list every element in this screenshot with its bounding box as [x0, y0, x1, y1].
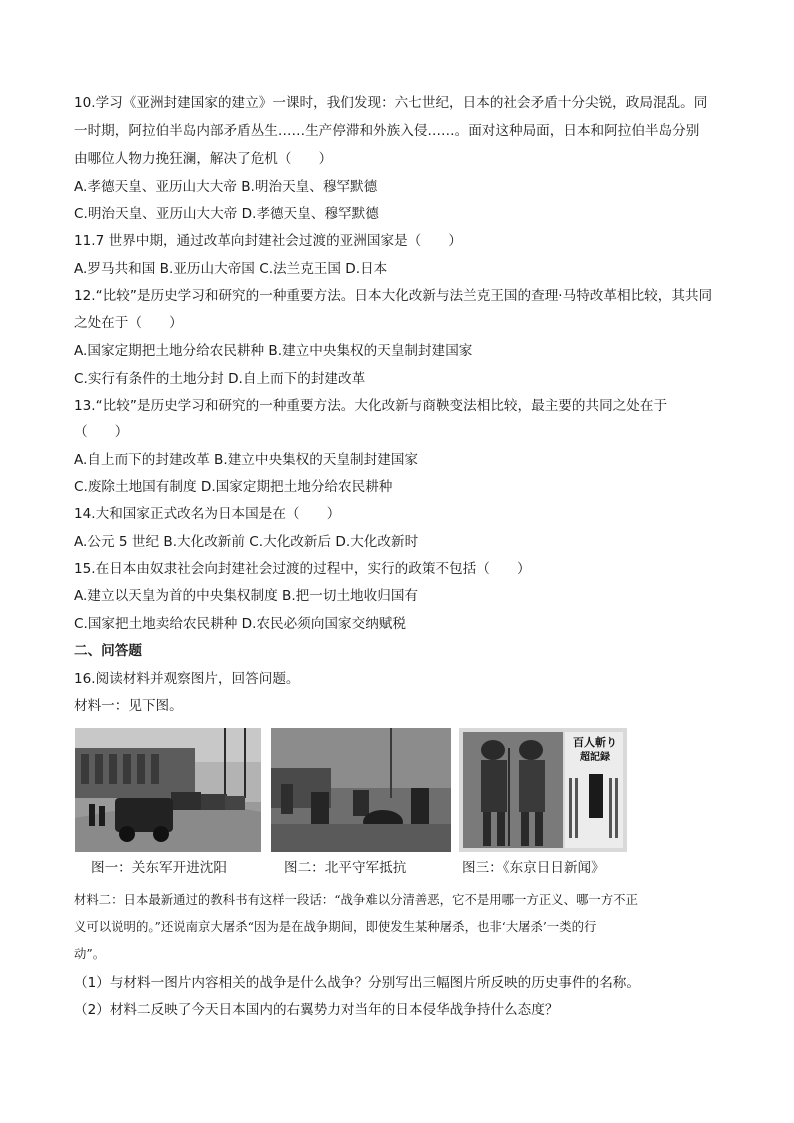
photo-peiping-garrison-resisting	[271, 728, 451, 852]
q13-options-line-1: A.自上而下的封建改革 B.建立中央集权的天皇制封建国家	[74, 452, 419, 468]
street-scene-image	[75, 728, 261, 852]
newspaper-headline-1: 百人斬り	[573, 736, 617, 749]
q13-stem-line-2: （ ）	[74, 424, 129, 440]
q16-subquestion-2: （2）材料二反映了今天日本国内的右翼势力对当年的日本侵华战争持什么态度？	[74, 1002, 559, 1018]
q12-stem-line-1: 12.“比较”是历史学习和研究的一种重要方法。日本大化改新与法兰克王国的查理·马特改革相比较，其共同	[74, 288, 713, 304]
q14-stem: 14.大和国家正式改名为日本国是在（ ）	[74, 506, 341, 522]
material-2-line-1: 材料二：日本最新通过的教科书有这样一段话：“战争难以分清善恶，它不是用哪一方正义、哪一方不正	[74, 892, 638, 907]
q14-options: A.公元 5 世纪 B.大化改新前 C.大化改新后 D.大化改新时	[74, 534, 419, 550]
q10-stem-line-2: 一时期，阿拉伯半岛内部矛盾丛生……生产停滞和外族入侵……。面对这种局面，日本和阿拉伯半岛分别	[74, 123, 700, 139]
caption-figure-1: 图一：关东军开进沈阳	[91, 860, 227, 876]
q10-stem-line-3: 由哪位人物力挽狂澜，解决了危机（ ）	[74, 151, 333, 167]
q12-stem-line-2: 之处在于（ ）	[74, 315, 183, 331]
newspaper-headline-2: 超記録	[580, 752, 610, 763]
q13-options-line-2: C.废除土地国有制度 D.国家定期把土地分给农民耕种	[74, 479, 393, 495]
caption-figure-2: 图二：北平守军抵抗	[284, 860, 407, 876]
q15-options-line-1: A.建立以天皇为首的中央集权制度 B.把一切土地收归国有	[74, 588, 419, 604]
q10-stem-line-1: 10.学习《亚洲封建国家的建立》一课时，我们发现：六七世纪，日本的社会矛盾十分尖锐，政局混乱。同	[74, 95, 708, 111]
q16-subquestion-1: （1）与材料一图片内容相关的战争是什么战争？分别写出三幅图片所反映的历史事件的名称。	[74, 975, 640, 991]
section-heading: 二、问答题	[74, 643, 142, 659]
q15-options-line-2: C.国家把土地卖给农民耕种 D.农民必须向国家交纳赋税	[74, 616, 406, 632]
q11-options: A.罗马共和国 B.亚历山大帝国 C.法兰克王国 D.日本	[74, 261, 388, 277]
q10-options-line-2: C.明治天皇、亚历山大大帝 D.孝德天皇、穆罕默德	[74, 206, 379, 222]
material-2-line-3: 动”。	[74, 946, 106, 961]
q16-stem: 16.阅读材料并观察图片，回答问题。	[74, 671, 300, 687]
material-2-line-2: 义可以说明的。”还说南京大屠杀“因为是在战争期间，即使发生某种屠杀，也非‘大屠杀’一类的行	[74, 919, 597, 934]
q15-stem: 15.在日本由奴隶社会向封建社会过渡的过程中，实行的政策不包括（ ）	[74, 561, 531, 577]
photo-tokyo-nichinichi-newspaper	[459, 728, 627, 852]
q12-options-line-1: A.国家定期把土地分给农民耕种 B.建立中央集权的天皇制封建国家	[74, 343, 473, 359]
material-1-label: 材料一：见下图。	[74, 698, 183, 714]
q13-stem-line-1: 13.“比较”是历史学习和研究的一种重要方法。大化改新与商鞅变法相比较，最主要的共同之处在于	[74, 398, 668, 414]
q12-options-line-2: C.实行有条件的土地分封 D.自上而下的封建改革	[74, 371, 366, 387]
caption-figure-3: 图三：《东京日日新闻》	[462, 860, 605, 876]
q11-stem: 11.7 世界中期，通过改革向封建社会过渡的亚洲国家是（ ）	[74, 233, 463, 249]
photo-kwantung-army-shenyang	[75, 728, 261, 852]
q10-options-line-1: A.孝德天皇、亚历山大大帝 B.明治天皇、穆罕默德	[74, 179, 378, 195]
soldiers-scene-image	[271, 728, 451, 852]
